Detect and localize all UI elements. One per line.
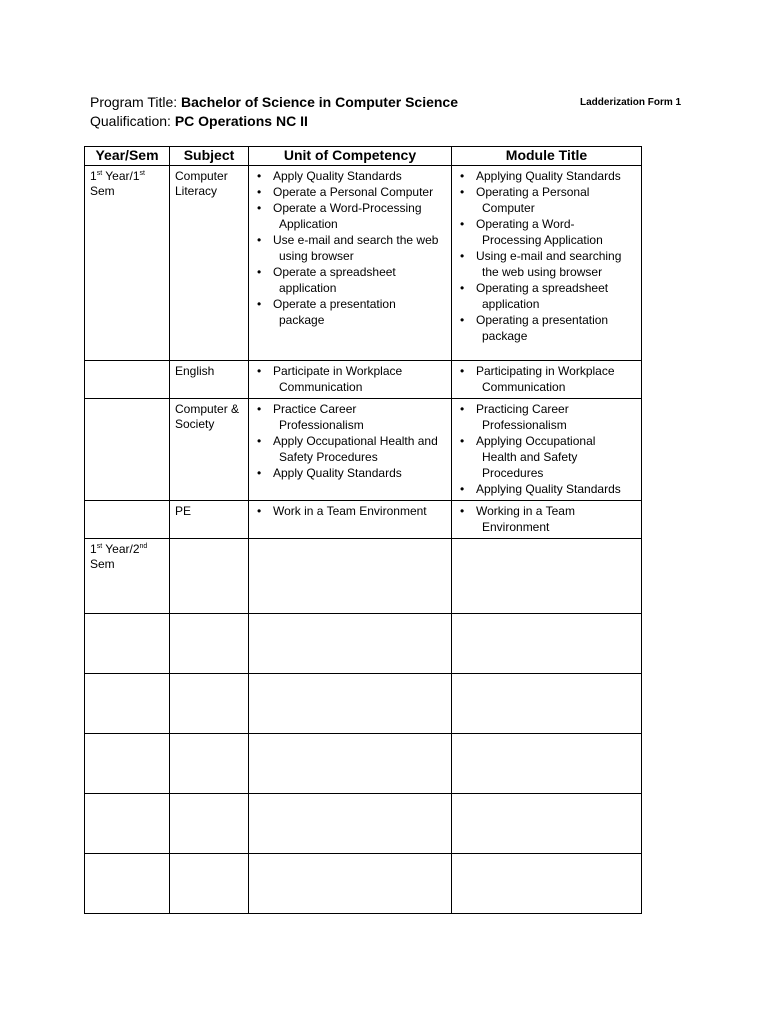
year-sem-cell [85,614,170,674]
table-row [85,614,642,674]
subject-cell [170,734,249,794]
year-sem-cell [85,734,170,794]
unit-list [254,166,446,331]
unit-of-competency-cell [249,501,452,539]
unit-of-competency-cell [249,674,452,734]
unit-of-competency-cell [249,361,452,399]
unit-list [254,399,446,484]
unit-of-competency-cell [249,399,452,501]
table-row [85,674,642,734]
module-title-cell [452,794,642,854]
list-item: • Operating a spreadsheet application [457,280,636,312]
list-item: • Use e-mail and search the web using browser [254,232,446,264]
year-sem-cell [85,501,170,539]
list-item: • Apply Occupational Health and Safety Procedures [254,433,446,465]
module-title-cell [452,501,642,539]
unit-list [254,501,446,522]
year-sem-cell: 1st Year/1st Sem [85,166,170,361]
list-item: • Apply Quality Standards [254,465,446,481]
program-title-value: Bachelor of Science in Computer Science [181,94,459,110]
module-list [457,399,636,500]
table-row [85,361,642,399]
list-item: • Applying Occupational Health and Safety Procedures [457,433,636,481]
subject-cell [170,794,249,854]
list-item: • Practice Career Professionalism [254,401,446,433]
module-list [457,501,636,538]
list-item: • Participating in Workplace Communication [457,363,636,395]
table-row [85,399,642,501]
subject-cell: Computer & Society [170,399,249,501]
module-title-cell [452,361,642,399]
year-sem-cell [85,674,170,734]
year-sem-cell: 1st Year/2nd Sem [85,539,170,614]
list-item: • Operate a Personal Computer [254,184,446,200]
column-header-module-title: Module Title [452,147,642,166]
module-title-cell [452,854,642,914]
list-item: • Apply Quality Standards [254,168,446,184]
list-item: • Using e-mail and searching the web using browser [457,248,636,280]
module-title-cell [452,674,642,734]
table-row [85,734,642,794]
year-sem-cell [85,361,170,399]
table-header-row [85,147,642,166]
module-title-cell [452,399,642,501]
list-item: • Operating a Word- Processing Application [457,216,636,248]
subject-cell: PE [170,501,249,539]
column-header-unit-of-competency: Unit of Competency [249,147,452,166]
module-title-cell [452,166,642,361]
subject-cell [170,854,249,914]
unit-of-competency-cell [249,794,452,854]
subject-cell [170,674,249,734]
subject-cell: Computer Literacy [170,166,249,361]
table-row [85,166,642,361]
table-row [85,539,642,614]
module-title-cell [452,539,642,614]
form-tag: Ladderization Form 1 [580,97,682,108]
year-sem-cell [85,794,170,854]
year-sem-cell [85,854,170,914]
ladderization-table [84,146,642,914]
unit-of-competency-cell [249,734,452,794]
list-item: • Operating a Personal Computer [457,184,636,216]
column-header-year-sem: Year/Sem [85,147,170,166]
unit-of-competency-cell [249,614,452,674]
list-item: • Operating a presentation package [457,312,636,344]
program-title-line [90,93,458,111]
list-item: • Operate a Word-Processing Application [254,200,446,232]
table-row [85,854,642,914]
list-item: • Work in a Team Environment [254,503,446,519]
table-row [85,794,642,854]
qualification-value: PC Operations NC II [174,113,308,129]
list-item: • Operate a spreadsheet application [254,264,446,296]
module-list [457,361,636,398]
column-header-subject: Subject [170,147,249,166]
year-sem-cell [85,399,170,501]
table-row [85,501,642,539]
qualification-label: Qualification: [90,113,171,129]
list-item: • Applying Quality Standards [457,168,636,184]
subject-cell: English [170,361,249,399]
module-title-cell [452,734,642,794]
list-item: • Practicing Career Professionalism [457,401,636,433]
list-item: • Participate in Workplace Communication [254,363,446,395]
program-title-label: Program Title: [90,94,178,110]
list-item: • Operate a presentation package [254,296,446,328]
module-title-cell [452,614,642,674]
unit-of-competency-cell [249,854,452,914]
module-list [457,166,636,347]
unit-of-competency-cell [249,539,452,614]
qualification-line [90,112,308,130]
subject-cell [170,614,249,674]
unit-of-competency-cell [249,166,452,361]
list-item: • Working in a Team Environment [457,503,636,535]
subject-cell [170,539,249,614]
unit-list [254,361,446,398]
list-item: • Applying Quality Standards [457,481,636,497]
